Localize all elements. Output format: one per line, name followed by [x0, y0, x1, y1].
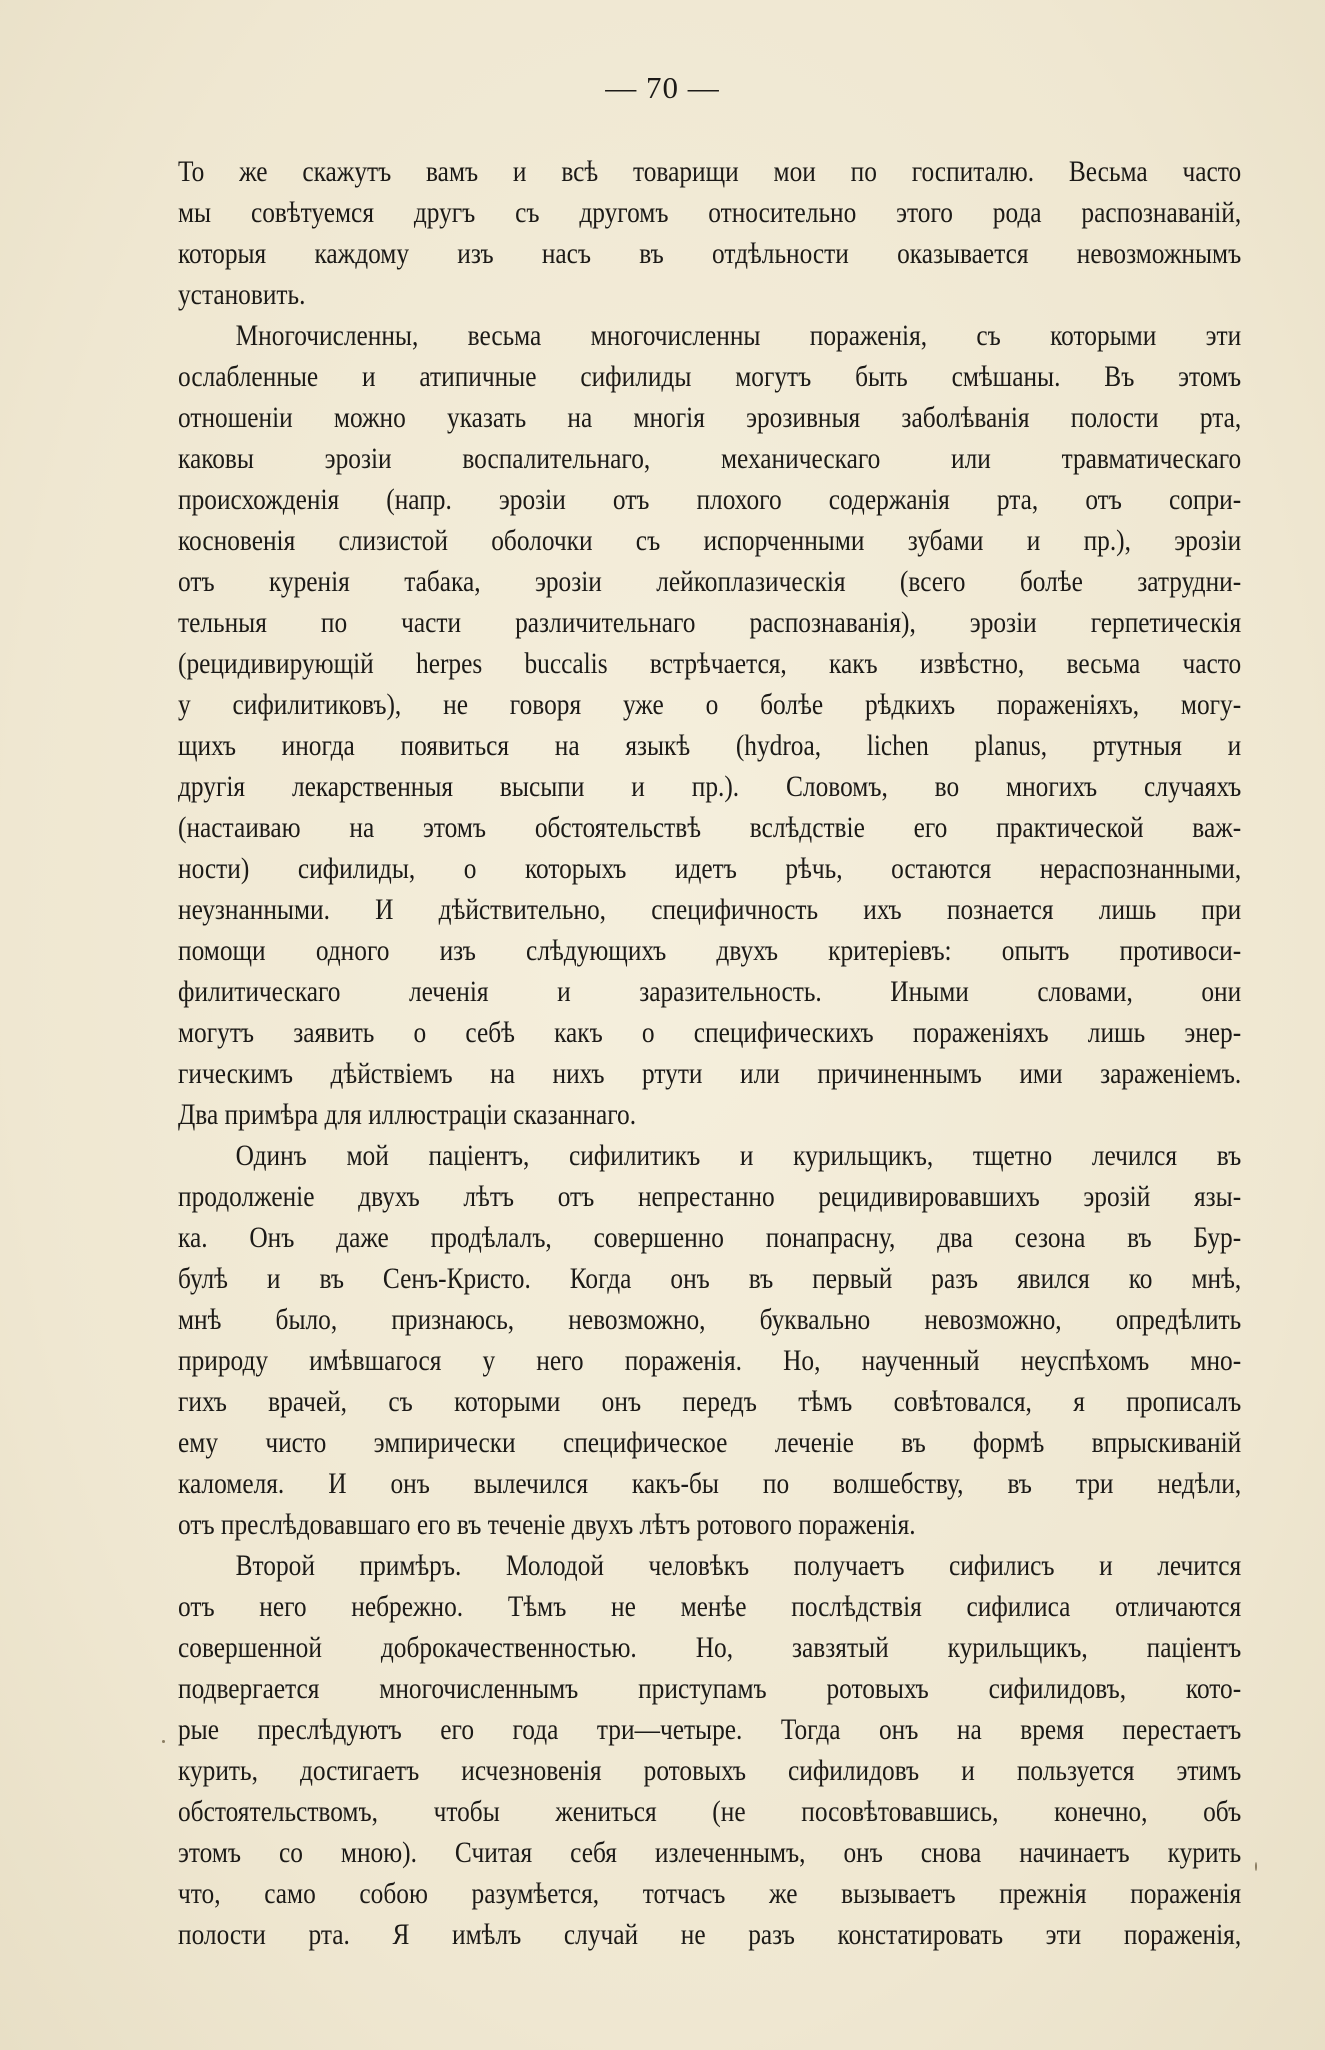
text-line: обстоятельствомъ, чтобы жениться (не посовѣтовавшись, конечно, объ	[178, 1796, 1242, 1828]
text-line: ности) сифилиды, о которыхъ идетъ рѣчь, остаются нераспознанными,	[178, 853, 1242, 885]
text-line: совершенной доброкачественностью. Но, завзятый курильщикъ, паціентъ	[178, 1632, 1242, 1664]
text-line: каковы эрозіи воспалительнаго, механическаго или травматическаго	[178, 443, 1242, 475]
text-line: щихъ иногда появиться на языкѣ (hydroa, lichen planus, ртутныя и	[178, 730, 1242, 762]
text-line: что, само собою разумѣется, тотчасъ же вызываетъ прежнія пораженія	[178, 1878, 1242, 1910]
paper-spot	[1255, 1862, 1257, 1871]
text-line: отъ куренія табака, эрозіи лейкоплазическія (всего болѣе затрудни-	[178, 566, 1242, 598]
text-line: отъ него небрежно. Тѣмъ не менѣе послѣдствія сифилиса отличаются	[178, 1591, 1242, 1623]
page-number: — 70 —	[605, 70, 720, 105]
text-line: каломеля. И онъ вылечился какъ-бы по волшебству, въ три недѣли,	[178, 1468, 1242, 1500]
text-line: гихъ врачей, съ которыми онъ передъ тѣмъ совѣтовался, я прописалъ	[178, 1386, 1242, 1418]
text-line: отъ преслѣдовавшаго его въ теченіе двухъ лѣтъ ротового пораженія.	[178, 1509, 916, 1541]
text-line: косновенія слизистой оболочки съ испорченными зубами и пр.), эрозіи	[178, 525, 1242, 557]
text-line: мнѣ было, признаюсь, невозможно, буквально невозможно, опредѣлить	[178, 1304, 1242, 1336]
text-line: помощи одного изъ слѣдующихъ двухъ критеріевъ: опытъ противоси-	[178, 935, 1242, 967]
text-line: у сифилитиковъ), не говоря уже о болѣе рѣдкихъ пораженіяхъ, могу-	[178, 689, 1242, 721]
text-line: Многочисленны, весьма многочисленны пораженія, съ которыми эти	[235, 320, 1242, 352]
text-line: ему чисто эмпирически специфическое леченіе въ формѣ впрыскиваній	[178, 1427, 1242, 1459]
text-line: полости рта. Я имѣлъ случай не разъ констатировать эти пораженія,	[178, 1919, 1242, 1951]
text-line: происхожденія (напр. эрозіи отъ плохого содержанія рта, отъ сопри-	[178, 484, 1242, 516]
body-text	[178, 152, 1241, 1956]
text-line: установить.	[178, 279, 306, 311]
text-line: этомъ со мною). Считая себя излеченнымъ, онъ снова начинаетъ курить	[178, 1837, 1242, 1869]
text-line: неузнанными. И дѣйствительно, специфичность ихъ познается лишь при	[178, 894, 1242, 926]
text-line: отношеніи можно указать на многія эрозивныя заболѣванія полости рта,	[178, 402, 1242, 434]
text-line: мы совѣтуемся другъ съ другомъ относительно этого рода распознаваній,	[178, 197, 1242, 229]
text-line: (настаиваю на этомъ обстоятельствѣ вслѣдствіе его практической важ-	[178, 812, 1242, 844]
text-line: филитическаго леченія и заразительность. Иными словами, они	[178, 976, 1242, 1008]
paper-spot	[162, 1740, 165, 1743]
text-line: (рецидивирующій herpes buccalis встрѣчается, какъ извѣстно, весьма часто	[178, 648, 1242, 680]
text-line: Второй примѣръ. Молодой человѣкъ получаетъ сифилисъ и лечится	[235, 1550, 1242, 1582]
text-line: То же скажутъ вамъ и всѣ товарищи мои по госпиталю. Весьма часто	[178, 156, 1242, 188]
text-line: ослабленные и атипичные сифилиды могутъ быть смѣшаны. Въ этомъ	[178, 361, 1242, 393]
text-line: Одинъ мой паціентъ, сифилитикъ и курильщикъ, тщетно лечился въ	[235, 1140, 1242, 1172]
text-line: тельныя по части различительнаго распознаванія), эрозіи герпетическія	[178, 607, 1242, 639]
text-line: ка. Онъ даже продѣлалъ, совершенно понапрасну, два сезона въ Бур-	[178, 1222, 1242, 1254]
text-line: которыя каждому изъ насъ въ отдѣльности оказывается невозможнымъ	[178, 238, 1242, 270]
text-line: рые преслѣдуютъ его года три—четыре. Тогда онъ на время перестаетъ	[178, 1714, 1242, 1746]
text-line: могутъ заявить о себѣ какъ о специфическихъ пораженіяхъ лишь энер-	[178, 1017, 1242, 1049]
text-line: продолженіе двухъ лѣтъ отъ непрестанно рецидивировавшихъ эрозій язы-	[178, 1181, 1242, 1213]
text-line: курить, достигаетъ исчезновенія ротовыхъ сифилидовъ и пользуется этимъ	[178, 1755, 1242, 1787]
text-line: подвергается многочисленнымъ приступамъ ротовыхъ сифилидовъ, кото-	[178, 1673, 1242, 1705]
text-line: Два примѣра для иллюстраціи сказаннаго.	[178, 1099, 637, 1131]
text-line: природу имѣвшагося у него пораженія. Но, наученный неуспѣхомъ мно-	[178, 1345, 1242, 1377]
text-line: гическимъ дѣйствіемъ на нихъ ртути или причиненнымъ ими зараженіемъ.	[178, 1058, 1242, 1090]
text-line: булѣ и въ Сенъ-Кристо. Когда онъ въ первый разъ явился ко мнѣ,	[178, 1263, 1242, 1295]
text-line: другія лекарственныя высыпи и пр.). Словомъ, во многихъ случаяхъ	[178, 771, 1242, 803]
